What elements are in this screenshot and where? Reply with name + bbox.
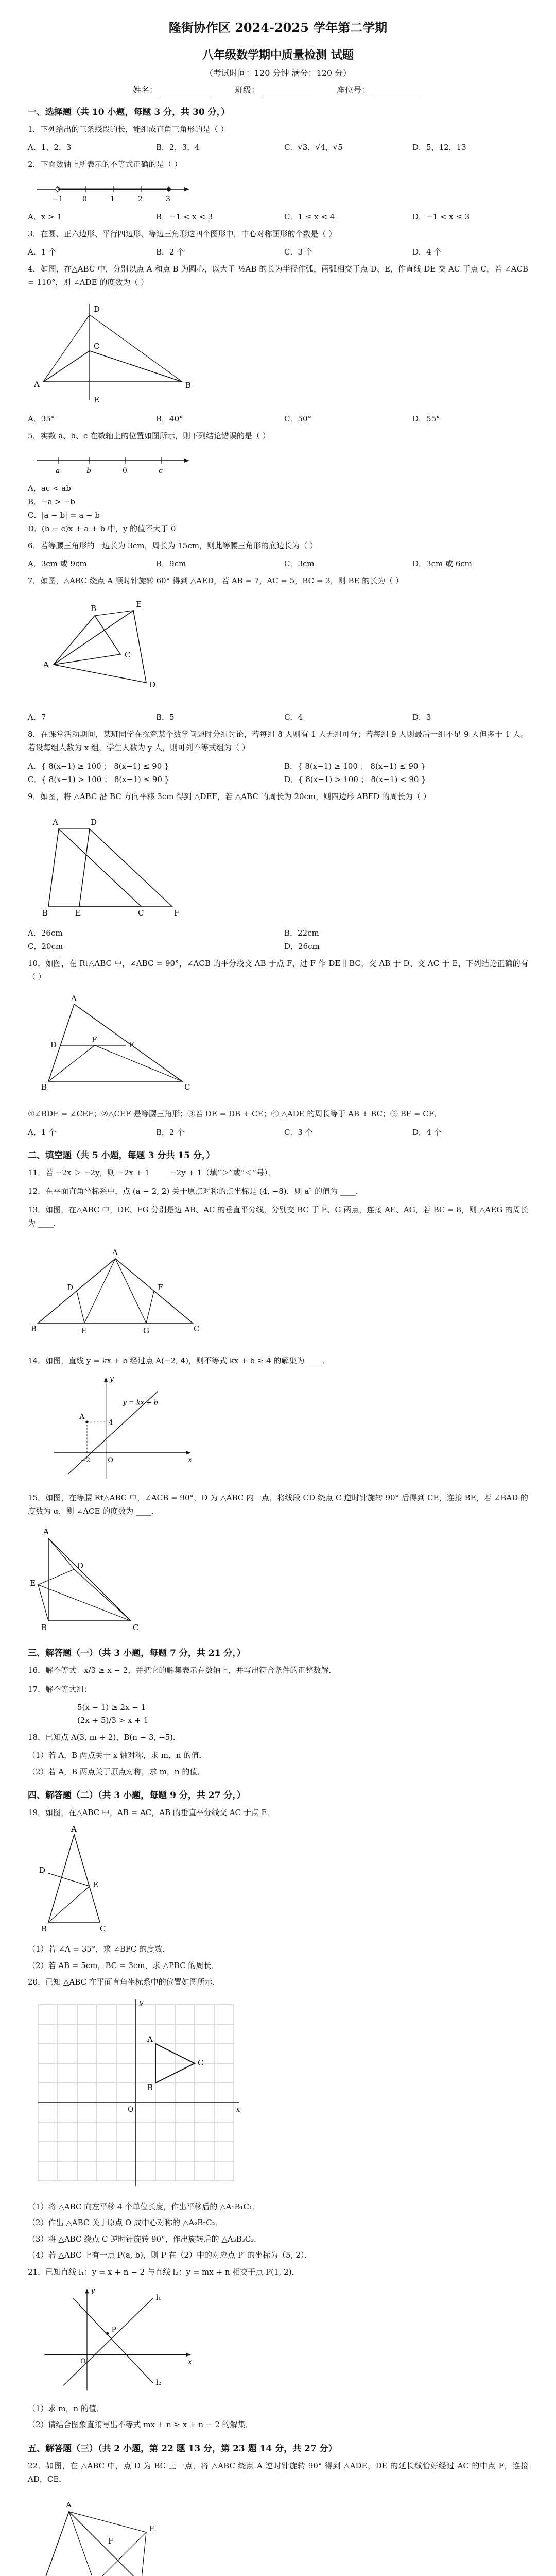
option-c[interactable]: C．3 个 <box>284 247 313 257</box>
seat-blank[interactable] <box>372 86 423 95</box>
question-4-options <box>28 413 528 425</box>
x-axis-arrow <box>186 1451 191 1454</box>
point-label: B <box>41 1924 47 1934</box>
line-label: l₁ <box>155 2293 161 2302</box>
point-label: B <box>91 604 97 613</box>
option-c[interactable]: C．√3，√4，√5 <box>284 143 343 152</box>
question-2: 2．下面数轴上所表示的不等式正确的是（ ） <box>28 160 182 170</box>
triangle-abc <box>48 1004 182 1081</box>
axis-label: y <box>139 1997 144 2007</box>
question-13: 13．如图，在△ABC 中，DE、FG 分别是边 AB、AC 的垂直平分线，分别交 BC 于 E、G 两点，连接 AE、AG，若 BC = 8，则 △AEG 的周长为 ____． <box>28 1205 528 1228</box>
option-d[interactable]: D．4 个 <box>412 1127 442 1137</box>
point-label: A <box>112 1247 118 1257</box>
option-b[interactable]: B．2，3，4 <box>156 143 200 152</box>
line-graph-q14 <box>28 1372 203 1486</box>
axis-label: x <box>188 1455 192 1464</box>
question-21-sub2: （2）请结合图象直接写出不等式 mx + n ≥ x + n − 2 的解集． <box>28 2420 253 2430</box>
question-19: 19．如图，在△ABC 中，AB = AC，AB 的垂直平分线交 AC 于点 E． <box>28 1808 275 1817</box>
question-12: 12．在平面直角坐标系中，点 (a − 2, 2) 关于原点对称的点坐标是 (4, −8)，则 a² 的值为 ____． <box>28 1186 363 1196</box>
question-17 <box>28 1683 528 1696</box>
triangle-abc <box>48 1835 100 1922</box>
line-ae <box>84 1259 115 1323</box>
question-22: 22．如图，在 △ABC 中，点 D 为 BC 上一点，将 △ABC 绕点 A 逆时针旋转 90° 得到 △ADE，DE 的延长线恰好经过 AC 的中点 F，连接 AD，CE． <box>28 2461 528 2484</box>
triangle-aed <box>54 611 146 683</box>
point-label: E <box>129 1040 134 1050</box>
coordinate-grid-q20 <box>28 1994 244 2195</box>
question-19-sub1: （1）若 ∠A = 35°，求 ∠BPC 的度数． <box>28 1944 170 1954</box>
point-label: F <box>108 2536 114 2546</box>
option-c[interactable]: C．|a − b| = a − b <box>28 510 100 520</box>
question-18-sub1: （1）若 A，B 两点关于 x 轴对称，求 m，n 的值． <box>28 1751 207 1760</box>
exam-subtitle: 八年级数学期中质量检测 试题 <box>202 48 354 62</box>
option-c[interactable]: C．3cm <box>284 558 315 568</box>
point-label: E <box>94 395 99 405</box>
point-label: D <box>39 1866 46 1875</box>
option-b[interactable]: B．9cm <box>156 558 186 568</box>
question-18-sub2: （2）若 A，B 两点关于原点对称，求 m，n 的值． <box>28 1767 205 1776</box>
option-a[interactable]: A．1 个 <box>28 1127 57 1137</box>
section-title-4: 四、解答题（二）（共 3 小题，每题 9 分，共 27 分，） <box>28 1790 246 1801</box>
axis-label: x <box>188 2358 192 2366</box>
line-l2 <box>73 2298 153 2383</box>
option-b[interactable]: B．−a > −b <box>28 497 75 506</box>
triangle-figure-q4 <box>28 294 203 408</box>
segment-be <box>48 1886 90 1922</box>
option-d[interactable]: D．(b − c)x + a + b 中，y 的值不大于 0 <box>28 523 176 533</box>
origin-label: O <box>108 1456 113 1464</box>
point-label: C <box>198 2058 204 2067</box>
triangle-abc <box>54 616 120 665</box>
point-label: E <box>75 908 81 918</box>
section-title-2: 二、填空题（共 5 小题，每题 3 分共 15 分，） <box>28 1150 215 1161</box>
question-6-options <box>28 557 528 570</box>
question-3: 3．在圆、正六边形、平行四边形、等边三角形这四个图形中，中心对称图形的个数是（ ） <box>28 229 337 239</box>
point-label: B <box>147 2082 153 2092</box>
name-blank[interactable] <box>160 86 211 95</box>
question-1-options <box>28 141 528 154</box>
axis-label: c <box>159 466 163 475</box>
question-8-options <box>28 760 528 786</box>
point-label: A <box>71 1824 77 1834</box>
point-label: B <box>31 1324 37 1333</box>
x-axis-arrow <box>186 2353 191 2357</box>
point-label: A <box>43 1527 49 1537</box>
section-title-5: 五、解答题（三）（共 2 小题，第 22 题 13 分，第 23 题 14 分，共 27 分） <box>28 2443 337 2454</box>
option-c[interactable]: C．50° <box>284 414 312 424</box>
exam-meta: （考试时间：120 分钟 满分：120 分） <box>204 68 352 78</box>
perpendicular-bisector <box>48 1873 90 1886</box>
triangle-abc <box>43 2512 141 2576</box>
question-21: 21．已知直线 l₁：y = x + n − 2 与直线 l₂：y = mx + n 相交于点 P(1, 2)． <box>28 2267 300 2277</box>
question-20: 20．已知 △ABC 在平面直角坐标系中的位置如图所示． <box>28 1977 220 1987</box>
origin-label: O <box>80 2357 86 2365</box>
quadrilateral-dce <box>38 1569 131 1621</box>
option-a[interactable]: A．ac < ab <box>28 483 71 493</box>
name-label: 姓名： <box>132 85 158 95</box>
line-ad <box>43 315 90 382</box>
number-line-arrow <box>184 459 189 463</box>
triangle-figure-q19 <box>28 1824 203 1938</box>
question-20-sub4: （4）若 △ABC 上有一点 P(a, b)，则 P 在（2）中的对应点 P′ 的坐标为（5, 2）． <box>28 2250 312 2260</box>
axis-label: 2 <box>138 195 143 204</box>
line-label: y = kx + b <box>123 1399 158 1407</box>
question-20-sub1: （1）将 △ABC 向左平移 4 个单位长度，作出平移后的 △A₁B₁C₁． <box>28 2201 260 2211</box>
point-label: A <box>34 380 40 389</box>
point-label: A <box>71 994 77 1004</box>
option-d[interactable]: D．3cm 或 6cm <box>412 558 472 568</box>
question-8: 8．在课堂活动期间，某班同学在探究某个数学问题时分组讨论，若每组 8 人则有 1 人无组可分；若每组 9 人则最后一组不足 9 人但多于 1 人。若设每组人数为 x 组，学生人数为 y 人，则可列不等式组为（ ） <box>28 730 528 753</box>
point-label: D <box>77 1561 84 1571</box>
seat-field[interactable] <box>337 83 423 95</box>
number-line-arrow <box>184 187 189 191</box>
question-3-options <box>28 246 528 258</box>
segment-be <box>38 1585 48 1621</box>
axis-label: a <box>56 466 60 475</box>
question-11: 11．若 −2x ＞ −2y，则 −2x + 1 ____ −2y + 1（填“＞”或“＜”号）． <box>28 1167 276 1177</box>
question-15: 15．如图，在等腰 Rt△ABC 中，∠ACB = 90°，D 为 △ABC 内一点，将线段 CD 绕点 C 逆时针旋转 90° 后得到 CE，连接 BE，若 ∠BAD 的度数为 α，则 ∠ACE 的度数为 ____． <box>28 1493 528 1516</box>
triangle-abc <box>43 351 182 382</box>
point-label: C <box>125 650 131 659</box>
question-9-options <box>28 927 528 953</box>
axis-label: −1 <box>53 195 63 204</box>
point-label: C <box>94 342 100 351</box>
point-label: B <box>185 381 192 391</box>
axis-label: 0 <box>82 195 87 204</box>
segment-ce <box>141 2532 146 2576</box>
point-label: C <box>194 1324 200 1333</box>
axis-label: 1 <box>110 195 115 204</box>
point-label: A <box>147 2034 153 2044</box>
line-de <box>77 1291 84 1323</box>
option-c[interactable]: C．20cm <box>28 941 63 951</box>
point-label: F <box>158 1282 163 1292</box>
triangle-figure-q10 <box>28 989 203 1102</box>
point-label: D <box>91 817 97 827</box>
question-7-options <box>28 711 528 723</box>
translation-figure-q9 <box>28 808 203 922</box>
option-d[interactable]: D．4 个 <box>412 247 442 257</box>
point-label: C <box>138 908 144 918</box>
question-2-options <box>28 211 528 223</box>
triangle-figure-q13 <box>28 1235 203 1349</box>
triangle-abc <box>48 829 141 906</box>
option-d[interactable]: D．55° <box>412 414 440 424</box>
origin-label: O <box>128 2105 134 2114</box>
option-b[interactable]: B．2 个 <box>156 247 185 257</box>
triangle-def <box>79 829 172 906</box>
point-label: F <box>92 1035 97 1045</box>
option-b[interactable]: B．{ 8(x−1) ≥ 100 ； 8(x−1) ≤ 90 } <box>284 761 426 771</box>
option-a[interactable]: A．7 <box>28 713 46 722</box>
question-19-sub2: （2）若 AB = 5cm，BC = 3cm，求 △PBC 的周长． <box>28 1960 219 1970</box>
class-field[interactable] <box>235 83 313 95</box>
option-a[interactable]: A．x > 1 <box>28 212 62 222</box>
option-b[interactable]: B．−1 < x < 3 <box>156 212 213 222</box>
exam-title: 隆街协作区 2024-2025 学年第二学期 <box>168 20 388 35</box>
point-label: C <box>184 1082 190 1092</box>
option-a[interactable]: A．1，2，3 <box>28 143 72 152</box>
point-p <box>106 2332 109 2335</box>
option-c[interactable]: C．4 <box>284 713 303 722</box>
line-l1 <box>63 2298 153 2385</box>
option-b[interactable]: B．5 <box>156 713 175 722</box>
section-title-3: 三、解答题（一）（共 3 小题，每题 7 分，共 21 分，） <box>28 1648 246 1659</box>
student-info-fields <box>28 83 528 95</box>
question-10-statements: ①∠BDE = ∠CEF；②△CEF 是等腰三角形；③若 DE = DB + CE；④ △ADE 的周长等于 AB + BC；⑤ BF = CF． <box>28 1109 442 1119</box>
question-9: 9．如图，将 △ABC 沿 BC 方向平移 3cm 得到 △DEF，若 △ABC 的周长为 20cm，则四边形 ABFD 的周长为（ ） <box>28 791 431 801</box>
triangle-ade <box>69 2512 146 2576</box>
question-20-sub3: （3）将 △ABC 绕点 C 逆时针旋转 90°，作出旋转后的 △A₃B₃C₃． <box>28 2234 262 2244</box>
question-18: 18．已知点 A(3, m + 2)，B(n − 3, −5)． <box>28 1732 181 1742</box>
option-b[interactable]: B．2 个 <box>156 1127 185 1137</box>
axis-label: 0 <box>123 466 127 475</box>
rotation-figure-q22 <box>28 2491 203 2576</box>
point-label: A <box>43 660 49 669</box>
line-label: l₂ <box>155 2378 161 2387</box>
class-blank[interactable] <box>262 86 313 95</box>
question-16: 16．解不等式：x/3 ≥ x − 2，并把它的解集表示在数轴上，并写出符合条件的正整数解． <box>28 1666 337 1675</box>
question-10: 10．如图，在 Rt△ABC 中，∠ABC = 90°，∠ACB 的平分线交 AB 于点 F，过 F 作 DE ∥ BC，交 AB 于 D、交 AC 于 E，下列结论正确的有（ ） <box>28 958 528 981</box>
line-ag <box>115 1259 146 1323</box>
segment-cf <box>95 1045 182 1081</box>
axis-label: y <box>110 1375 114 1383</box>
option-b[interactable]: B．22cm <box>284 928 319 938</box>
option-b[interactable]: B．40° <box>156 414 183 424</box>
point-label: A <box>79 1412 85 1421</box>
option-a[interactable]: A．3cm 或 9cm <box>28 558 87 568</box>
point-label: E <box>93 1880 98 1890</box>
question-5: 5．实数 a、b、c 在数轴上的位置如图所示，则下列结论错误的是（ ） <box>28 431 270 441</box>
question-17-system <box>28 1701 528 1727</box>
point-label: E <box>136 600 142 609</box>
option-c[interactable]: C．{ 8(x−1) > 100 ； 8(x−1) ≤ 90 } <box>28 774 170 784</box>
tick-label: −2 <box>80 1456 91 1464</box>
option-d[interactable]: D．26cm <box>284 941 320 951</box>
y-axis-arrow <box>85 2289 89 2293</box>
point-label: A <box>66 2500 72 2510</box>
seat-label: 座位号： <box>337 85 370 95</box>
question-4: 4．如图，在△ABC 中，分别以点 A 和点 B 为圆心，以大于 ½AB 的长为半径作弧，两弧相交于点 D、E，作直线 DE 交 AC 于点 C，若 ∠ACB = 110°，则 ∠ADE 的度数为（ ） <box>28 264 528 287</box>
point-label: D <box>67 1282 74 1292</box>
point-label: A <box>53 817 58 827</box>
point-label: B <box>42 908 48 918</box>
line-fg <box>146 1291 154 1323</box>
class-label: 班级： <box>234 85 259 95</box>
y-axis-arrow <box>104 1377 108 1382</box>
line-graph-q21 <box>28 2284 203 2397</box>
axis-label: y <box>91 2286 95 2295</box>
tick-label: 4 <box>109 1418 113 1427</box>
option-c[interactable]: C．3 个 <box>284 1127 313 1137</box>
question-10-options <box>28 1126 528 1139</box>
number-line-figure <box>28 177 198 206</box>
system-line-1: 5(x − 1) ≥ 2x − 1 <box>77 1702 146 1712</box>
point-label: F <box>174 908 180 918</box>
rotation-figure-q7 <box>28 592 203 706</box>
question-17-text: 17．解不等式组： <box>28 1684 92 1694</box>
system-line-2: (2x + 5)/3 > x + 1 <box>77 1716 149 1725</box>
point-label: C <box>100 1924 106 1934</box>
question-14: 14．如图，直线 y = kx + b 经过点 A(−2, 4)，则不等式 kx + b ≥ 4 的解集为 ____． <box>28 1355 331 1365</box>
axis-label: b <box>86 466 91 475</box>
point-label: D <box>94 304 100 314</box>
triangle-abc <box>48 1538 131 1621</box>
option-d[interactable]: D．−1 < x ≤ 3 <box>412 212 470 222</box>
question-1: 1．下列给出的三条线段的长，能组成直角三角形的是（ ） <box>28 125 229 134</box>
axis-label: 3 <box>166 195 170 204</box>
segment-ad <box>48 1538 74 1569</box>
point-label: C <box>133 1623 139 1633</box>
point-label: D <box>50 1040 57 1050</box>
point-label: E <box>149 2524 155 2534</box>
point-a <box>85 1420 89 1423</box>
question-21-sub1: （1）求 m，n 的值． <box>28 2403 104 2413</box>
point-label: B <box>41 1082 47 1092</box>
question-7: 7．如图，△ABC 绕点 A 顺时针旋转 60° 得到 △AED，若 AB = 7，AC = 5，BC = 3，则 BE 的长为（ ） <box>28 575 403 585</box>
axis-label: x <box>236 2104 240 2114</box>
point-label: B <box>41 1623 47 1633</box>
triangle-abc <box>38 1259 193 1323</box>
question-6: 6．若等腰三角形的一边长为 3cm，周长为 15cm，则此等腰三角形的底边长为（ ） <box>28 540 318 550</box>
point-label: D <box>149 680 156 689</box>
question-5-options <box>28 482 528 535</box>
option-d[interactable]: D．{ 8(x−1) > 100 ； 8(x−1) < 90 } <box>284 774 426 784</box>
segment-bf <box>48 1045 95 1081</box>
option-a[interactable]: A．26cm <box>28 928 63 938</box>
option-d[interactable]: D．3 <box>412 713 431 722</box>
point-label: P <box>111 2326 116 2334</box>
question-20-sub2: （2）作出 △ABC 关于原点 O 成中心对称的 △A₂B₂C₂． <box>28 2218 223 2227</box>
option-a[interactable]: A．1 个 <box>28 247 57 257</box>
section-title-1: 一、选择题（共 10 小题，每题 3 分，共 30 分，） <box>28 107 230 117</box>
line-bd <box>90 315 182 382</box>
option-d[interactable]: D．5，12，13 <box>412 143 466 152</box>
rotation-figure-q15 <box>28 1523 203 1636</box>
number-line-q5 <box>28 448 198 477</box>
option-c[interactable]: C．1 ≤ x < 4 <box>284 212 335 222</box>
option-a[interactable]: A．35° <box>28 414 55 424</box>
point-label: E <box>81 1326 87 1335</box>
point-label: E <box>30 1579 36 1588</box>
name-field[interactable] <box>133 83 211 95</box>
option-a[interactable]: A．{ 8(x−1) ≥ 100 ； 8(x−1) ≤ 90 } <box>28 761 169 771</box>
point-label: G <box>143 1326 149 1335</box>
